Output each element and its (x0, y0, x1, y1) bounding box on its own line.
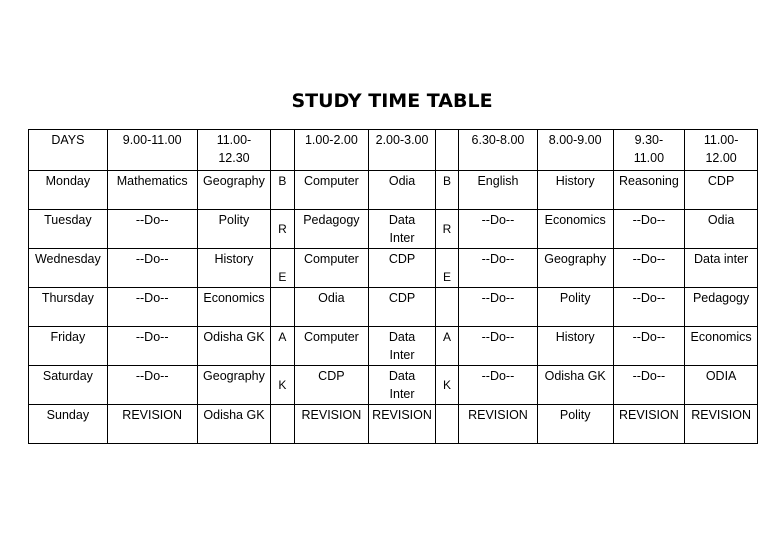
subject-cell: Polity (537, 405, 613, 444)
subject-cell: Odia (685, 210, 758, 249)
subject-cell: --Do-- (107, 327, 197, 366)
subject-cell: --Do-- (613, 249, 685, 288)
subject-cell: Pedagogy (294, 210, 369, 249)
subject-cell: --Do-- (107, 249, 197, 288)
break-column-header (271, 130, 294, 171)
column-header: 9.30- 11.00 (613, 130, 685, 171)
subject-cell: Geography (537, 249, 613, 288)
table-row (29, 288, 758, 327)
subject-cell: Computer (294, 249, 369, 288)
break-cell: R (435, 210, 458, 249)
subject-cell: Odisha GK (537, 366, 613, 405)
break-cell (271, 405, 294, 444)
day-cell: Sunday (29, 405, 108, 444)
subject-cell: --Do-- (613, 327, 685, 366)
subject-cell: History (537, 327, 613, 366)
subject-cell: Computer (294, 327, 369, 366)
break-cell: K (435, 366, 458, 405)
page-title: STUDY TIME TABLE (291, 90, 493, 112)
subject-cell: --Do-- (613, 210, 685, 249)
break-cell (435, 405, 458, 444)
subject-cell: Mathematics (107, 171, 197, 210)
table-row (29, 210, 758, 249)
subject-cell: --Do-- (459, 249, 538, 288)
column-header: 2.00-3.00 (369, 130, 436, 171)
subject-cell: Polity (197, 210, 271, 249)
subject-cell: REVISION (294, 405, 369, 444)
subject-cell: --Do-- (613, 288, 685, 327)
break-cell (435, 288, 458, 327)
day-cell: Friday (29, 327, 108, 366)
subject-cell: Economics (685, 327, 758, 366)
subject-cell: Economics (537, 210, 613, 249)
day-cell: Thursday (29, 288, 108, 327)
subject-cell: REVISION (369, 405, 436, 444)
subject-cell: CDP (294, 366, 369, 405)
subject-cell: REVISION (107, 405, 197, 444)
subject-cell: Reasoning (613, 171, 685, 210)
column-header: 11.00- 12.30 (197, 130, 271, 171)
table-row (29, 405, 758, 444)
subject-cell: CDP (685, 171, 758, 210)
subject-cell: --Do-- (107, 366, 197, 405)
break-cell: E (271, 249, 294, 288)
subject-cell: Pedagogy (685, 288, 758, 327)
subject-cell: Data Inter (369, 327, 436, 366)
subject-cell: History (197, 249, 271, 288)
break-cell (271, 288, 294, 327)
subject-cell: Data Inter (369, 210, 436, 249)
header-row (29, 130, 758, 171)
subject-cell: REVISION (459, 405, 538, 444)
subject-cell: --Do-- (107, 288, 197, 327)
timetable-body (29, 130, 758, 444)
subject-cell: Odisha GK (197, 405, 271, 444)
subject-cell: Data Inter (369, 366, 436, 405)
break-cell: R (271, 210, 294, 249)
break-cell: A (271, 327, 294, 366)
subject-cell: --Do-- (459, 327, 538, 366)
table-row (29, 366, 758, 405)
day-cell: Tuesday (29, 210, 108, 249)
subject-cell: --Do-- (459, 366, 538, 405)
break-cell: E (435, 249, 458, 288)
subject-cell: REVISION (685, 405, 758, 444)
subject-cell: Data inter (685, 249, 758, 288)
column-header: 9.00-11.00 (107, 130, 197, 171)
column-header: 1.00-2.00 (294, 130, 369, 171)
column-header: 8.00-9.00 (537, 130, 613, 171)
break-column-header (435, 130, 458, 171)
subject-cell: Odia (294, 288, 369, 327)
timetable (28, 129, 758, 444)
break-cell: B (435, 171, 458, 210)
column-header: 6.30-8.00 (459, 130, 538, 171)
break-cell: A (435, 327, 458, 366)
day-cell: Wednesday (29, 249, 108, 288)
day-cell: Saturday (29, 366, 108, 405)
subject-cell: Geography (197, 171, 271, 210)
subject-cell: --Do-- (459, 210, 538, 249)
subject-cell: English (459, 171, 538, 210)
table-row (29, 249, 758, 288)
column-header: DAYS (29, 130, 108, 171)
column-header: 11.00- 12.00 (685, 130, 758, 171)
break-cell: K (271, 366, 294, 405)
subject-cell: History (537, 171, 613, 210)
break-cell: B (271, 171, 294, 210)
subject-cell: CDP (369, 288, 436, 327)
subject-cell: Computer (294, 171, 369, 210)
subject-cell: Odia (369, 171, 436, 210)
day-cell: Monday (29, 171, 108, 210)
subject-cell: --Do-- (107, 210, 197, 249)
subject-cell: Economics (197, 288, 271, 327)
subject-cell: ODIA (685, 366, 758, 405)
subject-cell: REVISION (613, 405, 685, 444)
subject-cell: Polity (537, 288, 613, 327)
table-row (29, 171, 758, 210)
subject-cell: CDP (369, 249, 436, 288)
subject-cell: Geography (197, 366, 271, 405)
subject-cell: Odisha GK (197, 327, 271, 366)
table-row (29, 327, 758, 366)
subject-cell: --Do-- (613, 366, 685, 405)
subject-cell: --Do-- (459, 288, 538, 327)
